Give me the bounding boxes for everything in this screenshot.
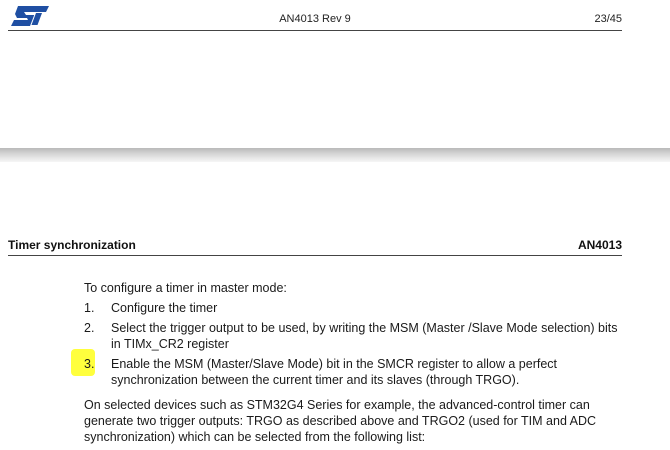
list-item-text: Select the trigger output to be used, by writing the MSM (Master /Slave Mode selection) bits in TIMx_CR2 register bbox=[111, 321, 618, 351]
page-separator bbox=[0, 148, 670, 162]
body-paragraph: On selected devices such as STM32G4 Series for example, the advanced-control timer can generate two trigger outputs: TRGO as described above and TRGO2 (used for TIM and ADC synchronization) which can be selected from the following list: bbox=[84, 398, 597, 444]
section-title: Timer synchronization bbox=[8, 238, 136, 252]
list-item-text: Configure the timer bbox=[111, 301, 218, 315]
list-item-text: Enable the MSM (Master/Slave Mode) bit in the SMCR register to allow a perfect synchronization between the current timer and its slaves (through TRGO). bbox=[111, 357, 558, 387]
header-rule bbox=[8, 30, 622, 31]
intro-text: To configure a timer in master mode: bbox=[84, 281, 287, 295]
section-doc-id: AN4013 bbox=[577, 238, 622, 252]
section-rule bbox=[8, 255, 622, 256]
header-page-number: 23/45 bbox=[594, 13, 622, 25]
header-doc-title: AN4013 Rev 9 bbox=[279, 13, 351, 25]
page-top bbox=[0, 0, 670, 148]
list-item-number: 1. bbox=[84, 301, 95, 315]
list-item-number: 3. bbox=[84, 357, 95, 371]
list-item-number: 2. bbox=[84, 321, 95, 335]
